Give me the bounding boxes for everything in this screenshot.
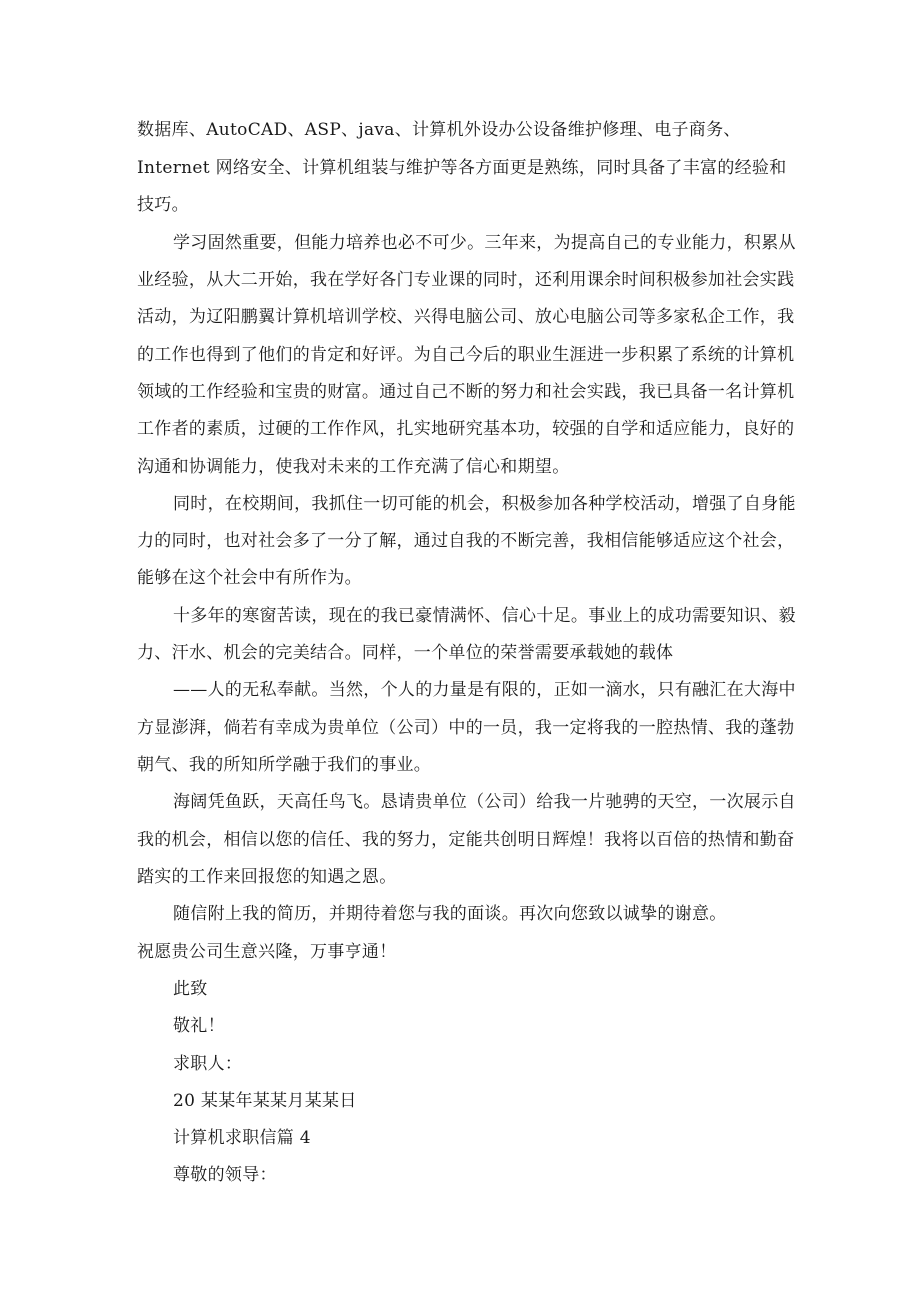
text-line: 沟通和协调能力，使我对未来的工作充满了信心和期望。 bbox=[137, 457, 570, 477]
text-line: 领域的工作经验和宝贵的财富。通过自己不断的努力和社会实践，我已具备一名计算机 bbox=[137, 382, 795, 402]
closing-salutation: 此致 bbox=[173, 979, 208, 999]
greeting: 尊敬的领导： bbox=[173, 1165, 277, 1185]
date-line: 20 某某年某某月某某日 bbox=[173, 1091, 357, 1111]
text-line: 方显澎湃，倘若有幸成为贵单位（公司）中的一员，我一定将我的一腔热情、我的蓬勃 bbox=[137, 718, 795, 738]
text-line: 祝愿贵公司生意兴隆，万事亨通！ bbox=[137, 942, 397, 962]
text-line: 业经验，从大二开始，我在学好各门专业课的同时，还利用课余时间积极参加社会实践 bbox=[137, 270, 795, 290]
text-line: 工作者的素质，过硬的工作作风，扎实地研究基本功，较强的自学和适应能力，良好的 bbox=[137, 419, 795, 439]
text-line: 技巧。 bbox=[137, 195, 189, 215]
text-line: 数据库、AutoCAD、ASP、java、计算机外设办公设备维护修理、电子商务、 bbox=[137, 120, 741, 140]
section-title: 计算机求职信篇 4 bbox=[173, 1128, 311, 1148]
text-line: 十多年的寒窗苦读，现在的我已豪情满怀、信心十足。事业上的成功需要知识、毅 bbox=[173, 606, 796, 626]
text-line: 踏实的工作来回报您的知遇之恩。 bbox=[137, 867, 397, 887]
text-line: ——人的无私奉献。当然，个人的力量是有限的，正如一滴水，只有融汇在大海中 bbox=[173, 680, 796, 700]
text-line: 同时，在校期间，我抓住一切可能的机会，积极参加各种学校活动，增强了自身能 bbox=[173, 494, 796, 514]
closing-regards: 敬礼！ bbox=[173, 1016, 225, 1036]
text-line: 的工作也得到了他们的肯定和好评。为自己今后的职业生涯进一步积累了系统的计算机 bbox=[137, 345, 795, 365]
text-line: 随信附上我的简历，并期待着您与我的面谈。再次向您致以诚挚的谢意。 bbox=[173, 904, 727, 924]
text-line: Internet 网络安全、计算机组装与维护等各方面更是熟练，同时具备了丰富的经验和 bbox=[137, 158, 787, 178]
text-line: 海阔凭鱼跃，天高任鸟飞。恳请贵单位（公司）给我一片驰骋的天空，一次展示自 bbox=[173, 792, 796, 812]
text-line: 能够在这个社会中有所作为。 bbox=[137, 568, 362, 588]
text-line: 力、汗水、机会的完美结合。同样，一个单位的荣誉需要承载她的载体 bbox=[137, 643, 674, 663]
text-line: 力的同时，也对社会多了一分了解，通过自我的不断完善，我相信能够适应这个社会， bbox=[137, 531, 795, 551]
signature-label: 求职人： bbox=[173, 1054, 243, 1074]
text-line: 活动，为辽阳鹏翼计算机培训学校、兴得电脑公司、放心电脑公司等多家私企工作，我 bbox=[137, 307, 795, 327]
text-line: 学习固然重要，但能力培养也必不可少。三年来，为提高自己的专业能力，积累从 bbox=[173, 233, 796, 253]
text-line: 我的机会，相信以您的信任、我的努力，定能共创明日辉煌！我将以百倍的热情和勤奋 bbox=[137, 830, 795, 850]
text-line: 朝气、我的所知所学融于我们的事业。 bbox=[137, 755, 432, 775]
